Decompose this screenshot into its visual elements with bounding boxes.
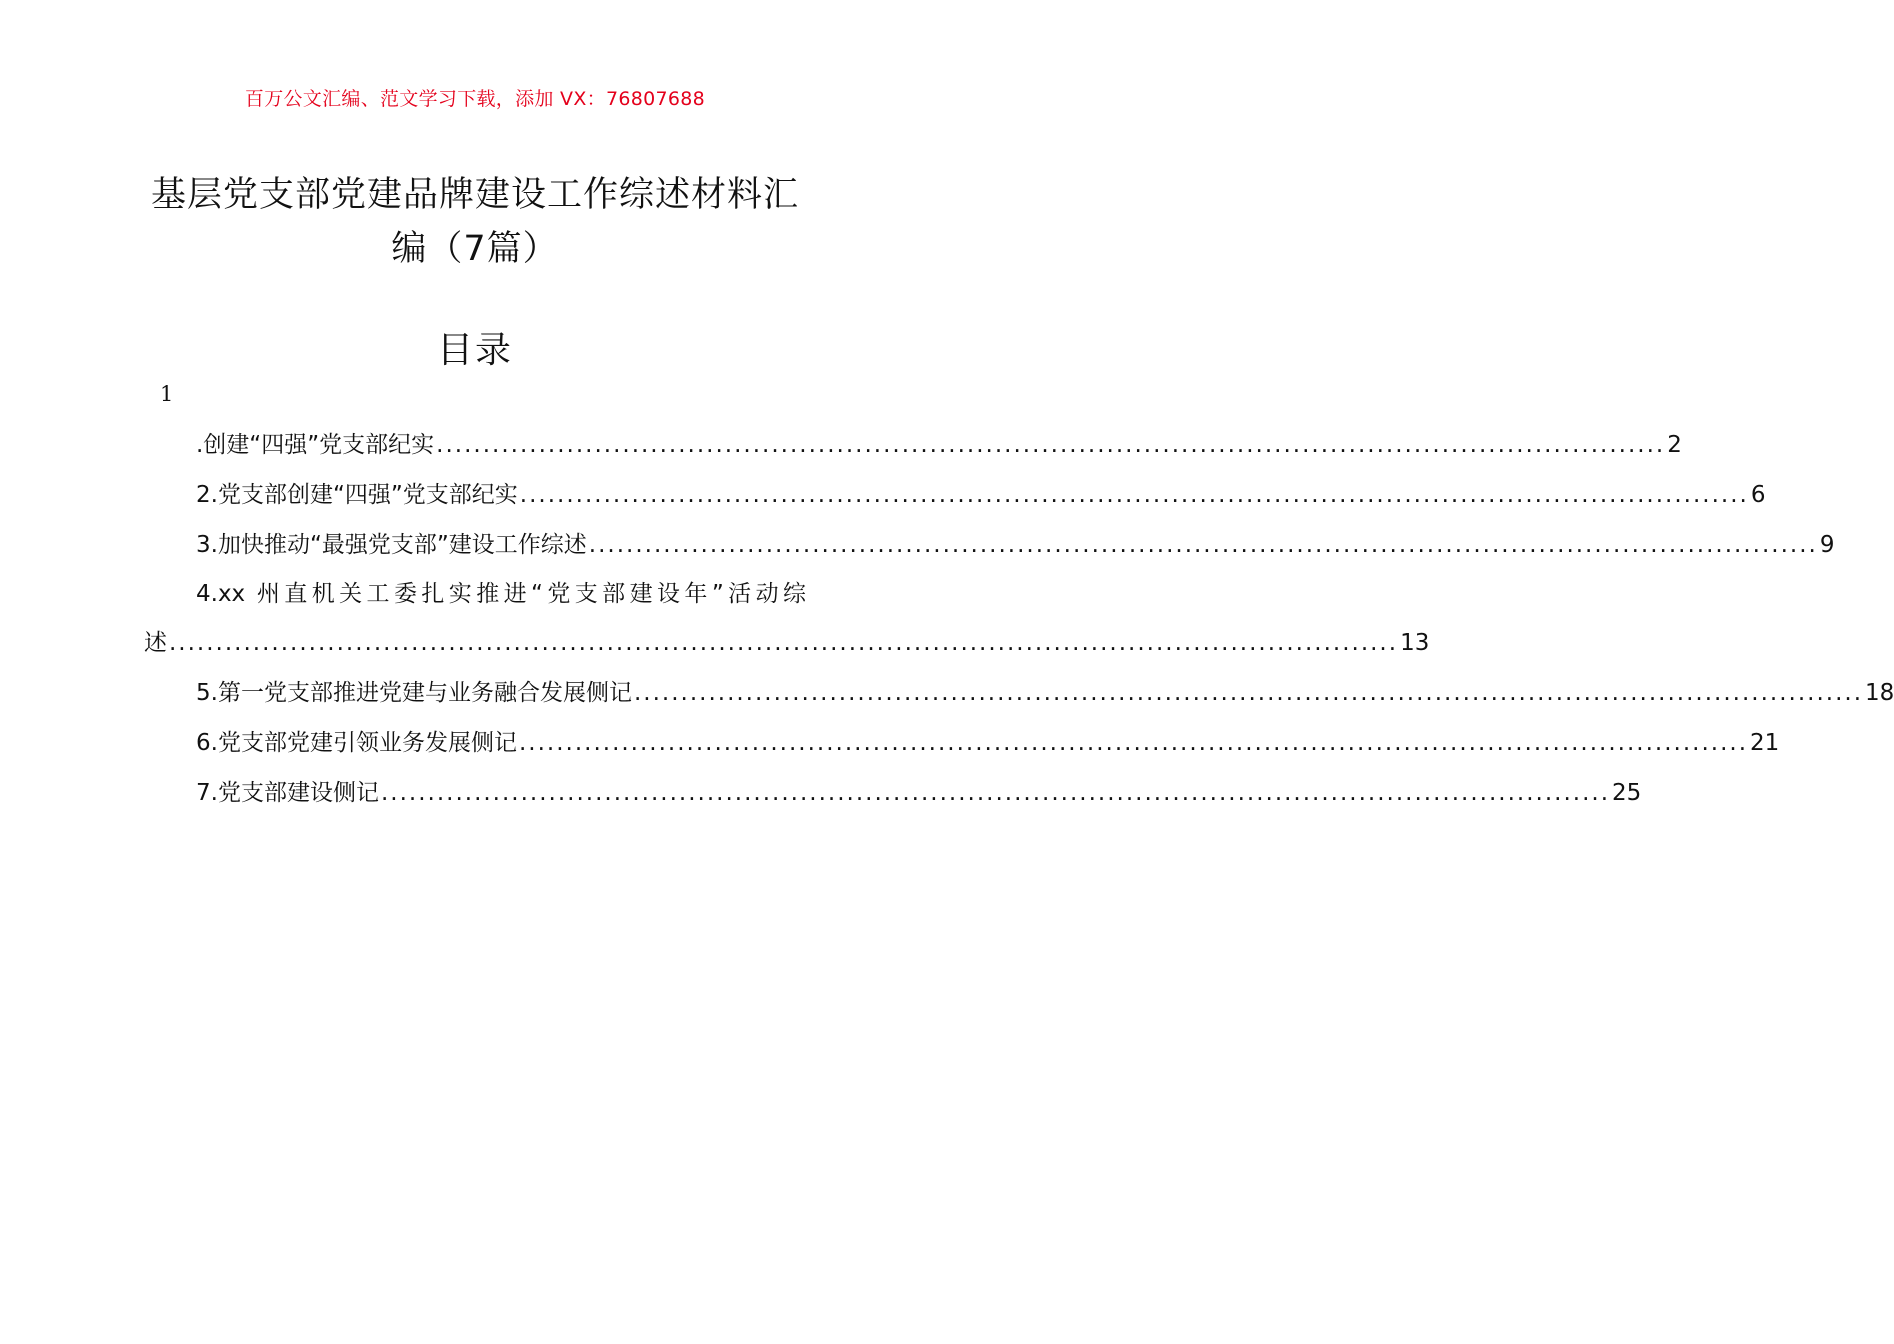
toc-item[interactable] — [196, 478, 1766, 512]
toc-item-page: 13 — [1400, 630, 1430, 656]
toc-item[interactable] — [196, 428, 1682, 462]
document-title — [140, 168, 810, 276]
toc-item-page: 21 — [1750, 730, 1780, 756]
toc-leader: .................................................................................................................................... — [588, 532, 1818, 558]
document-title-line2: 编（7篇） — [391, 229, 559, 269]
toc-item-page: 2 — [1667, 432, 1682, 458]
toc-item-page: 18 — [1865, 680, 1894, 706]
toc-item-label-line1: 4.xx 州直机关工委扎实推进“党支部建设年”活动综 — [196, 581, 806, 607]
toc-leader: .................................................................................................................................... — [380, 780, 1611, 806]
toc-leader: .................................................................................................................................... — [169, 630, 1399, 656]
toc-item-page: 9 — [1819, 532, 1835, 558]
toc-item-label-line2: 述 — [144, 630, 167, 656]
toc-item-label: .创建“四强”党支部纪实 — [196, 432, 435, 458]
toc-item[interactable] — [196, 676, 1894, 710]
toc-leader: .................................................................................................................................... — [633, 680, 1864, 706]
toc-item-label: 5.第一党支部推进党建与业务融合发展侧记 — [196, 680, 632, 706]
toc-item-label: 3.加快推动“最强党支部”建设工作综述 — [196, 532, 587, 558]
toc-leader: .................................................................................................................................... — [519, 482, 1749, 508]
stray-mark: 1 — [160, 382, 174, 406]
toc-item-line2 — [144, 626, 1430, 660]
toc-item-label: 2.党支部创建“四强”党支部纪实 — [196, 482, 518, 508]
toc-item[interactable] — [196, 776, 1642, 810]
toc-item-page: 25 — [1612, 780, 1642, 806]
toc-item-label: 6.党支部党建引领业务发展侧记 — [196, 730, 517, 756]
toc-item-page: 6 — [1750, 482, 1766, 508]
toc-item-label: 7.党支部建设侧记 — [196, 780, 379, 806]
document-title-line1: 基层党支部党建品牌建设工作综述材料汇 — [150, 175, 799, 215]
toc-leader: .................................................................................................................................... — [436, 432, 1666, 458]
toc-item[interactable] — [196, 528, 1835, 562]
header-note: 百万公文汇编、范文学习下载，添加 VX：76807688 — [244, 88, 706, 110]
toc-heading: 目录 — [436, 330, 513, 371]
toc-leader: .................................................................................................................................... — [518, 730, 1749, 756]
toc-item[interactable] — [196, 726, 1780, 760]
